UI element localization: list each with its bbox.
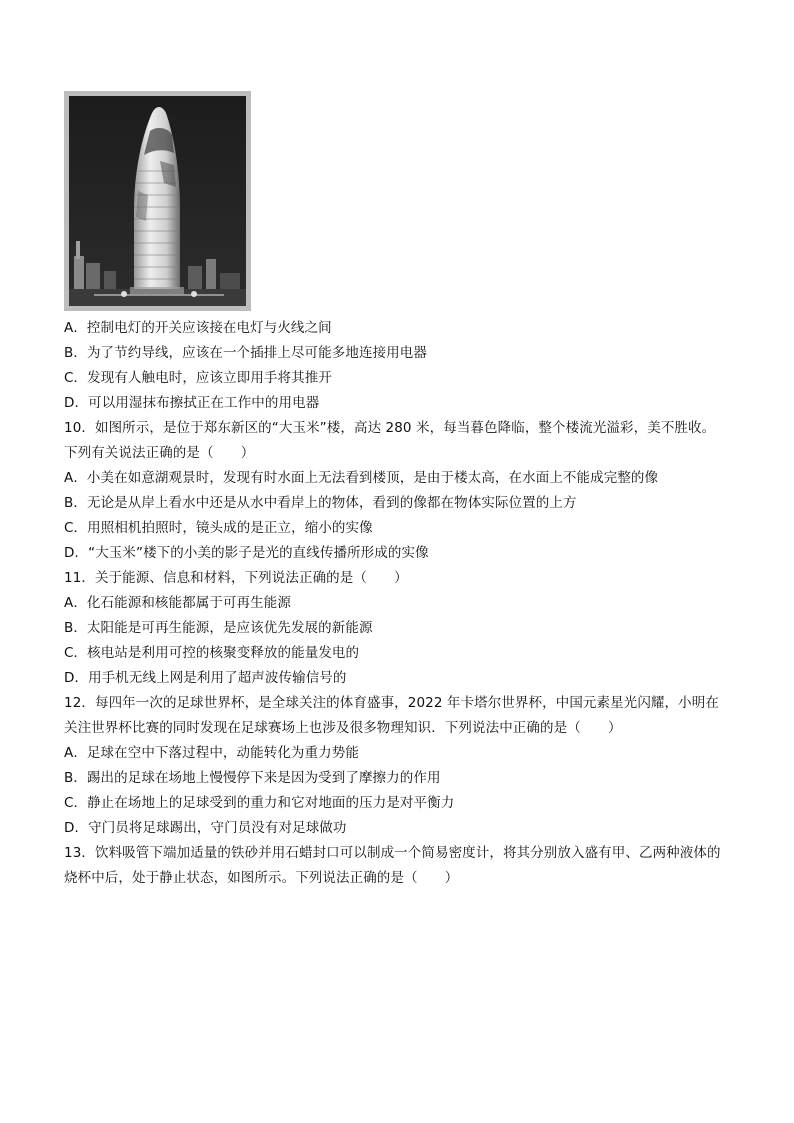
q11-option-d: D．用手机无线上网是利用了超声波传输信号的 [64,670,347,686]
q9-option-d: D．可以用湿抹布擦拭正在工作中的用电器 [64,395,320,411]
q11-option-b: B．太阳能是可再生能源，是应该优先发展的新能源 [64,620,373,636]
q10-stem-line-2: 下列有关说法正确的是（ ） [64,445,255,461]
q12-stem-line-2: 关注世界杯比赛的同时发现在足球赛场上也涉及很多物理知识．下列说法中正确的是（ ） [64,720,622,736]
q12-option-b: B．踢出的足球在场地上慢慢停下来是因为受到了摩擦力的作用 [64,770,441,786]
q9-option-b: B．为了节约导线，应该在一个插排上尽可能多地连接用电器 [64,345,427,361]
building-photo [64,91,251,311]
q10-option-c: C．用照相机拍照时，镜头成的是正立，缩小的实像 [64,520,373,536]
q10-option-b: B．无论是从岸上看水中还是从水中看岸上的物体，看到的像都在物体实际位置的上方 [64,495,577,511]
q12-stem-line-1: 12．每四年一次的足球世界杯，是全球关注的体育盛事，2022 年卡塔尔世界杯，中国元素星光闪耀，小明在 [64,695,719,711]
q9-option-a: A．控制电灯的开关应该接在电灯与火线之间 [64,320,332,336]
q11-stem-line-1: 11．关于能源、信息和材料，下列说法正确的是（ ） [64,570,408,586]
q9-option-c: C．发现有人触电时，应该立即用手将其推开 [64,370,332,386]
q10-stem-line-1: 10．如图所示，是位于郑东新区的“大玉米”楼，高达 280 米，每当暮色降临，整个楼流光溢彩，美不胜收。 [64,420,716,436]
q10-option-a: A．小美在如意湖观景时，发现有时水面上无法看到楼顶，是由于楼太高，在水面上不能成完整的像 [64,470,659,486]
q11-option-a: A．化石能源和核能都属于可再生能源 [64,595,291,611]
q11-option-c: C．核电站是利用可控的核聚变释放的能量发电的 [64,645,360,661]
q12-option-a: A．足球在空中下落过程中，动能转化为重力势能 [64,745,359,761]
questions-content [64,316,744,891]
q12-option-d: D．守门员将足球踢出，守门员没有对足球做功 [64,820,347,836]
q13-stem-line-2: 烧杯中后，处于静止状态，如图所示。下列说法正确的是（ ） [64,870,459,886]
q12-option-c: C．静止在场地上的足球受到的重力和它对地面的压力是对平衡力 [64,795,455,811]
q13-stem-line-1: 13．饮料吸管下端加适量的铁砂并用石蜡封口可以制成一个简易密度计，将其分别放入盛有甲、乙两种液体的 [64,845,721,861]
q10-option-d: D．“大玉米”楼下的小美的影子是光的直线传播所形成的实像 [64,545,429,561]
